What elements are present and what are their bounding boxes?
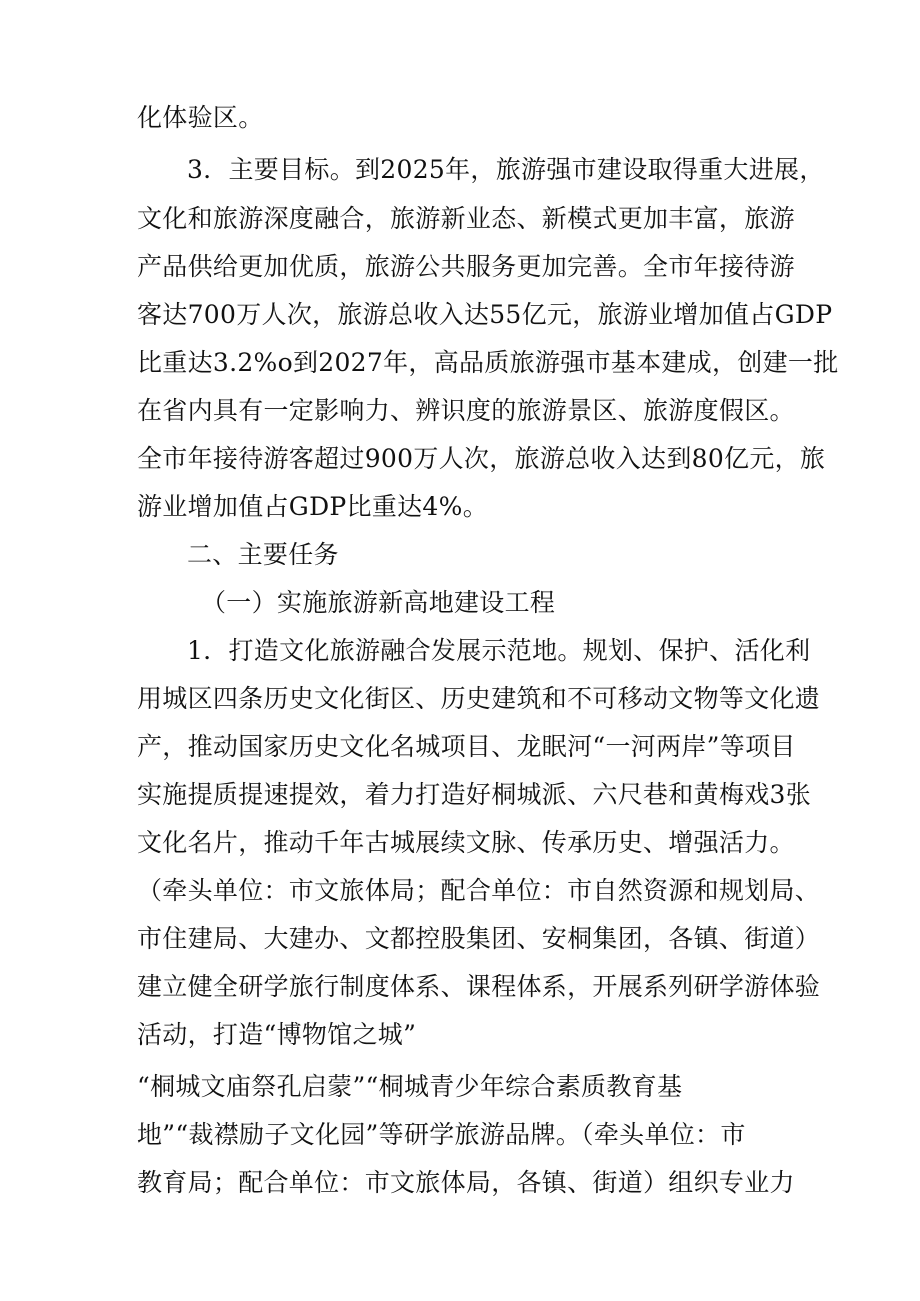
text-line-9: 游业增加值占GDP比重达4%。 [137,492,488,521]
text-line-16: 文化名片，推动千年古城展续文脉、传承历史、增强活力。 [137,828,795,857]
text-line-14: 产，推动国家历史文化名城项目、龙眠河“一河两岸”等项目 [137,732,796,761]
text-line-19: 建立健全研学旅行制度体系、课程体系，开展系列研学游体验 [137,972,821,1001]
text-line-18: 市住建局、大建办、文都控股集团、安桐集团，各镇、街道） [137,924,821,953]
text-line-8: 全市年接待游客超过900万人次，旅游总收入达到80亿元，旅 [137,444,826,473]
text-line-6: 比重达3.2%o到2027年，高品质旅游强市基本建成，创建一批 [137,348,839,377]
text-line-12: 1．打造文化旅游融合发展示范地。规划、保护、活化利 [187,636,811,665]
subsection-heading: （一）实施旅游新高地建设工程 [201,588,556,617]
text-line-17: （牵头单位：市文旅体局；配合单位：市自然资源和规划局、 [137,876,821,905]
text-line-1: 化体验区。 [137,103,264,132]
text-line-21: “桐城文庙祭孔启蒙”“桐城青少年综合素质教育基 [137,1072,683,1101]
text-line-5: 客达700万人次，旅游总收入达55亿元，旅游业增加值占GDP [137,300,833,329]
text-line-20: 活动，打造“博物馆之城” [137,1020,417,1049]
text-line-7: 在省内具有一定影响力、辨识度的旅游景区、旅游度假区。 [137,396,795,425]
text-line-3: 文化和旅游深度融合，旅游新业态、新模式更加丰富，旅游 [137,204,795,233]
section-heading: 二、主要任务 [187,540,339,569]
text-line-22: 地”“裁襟励子文化园”等研学旅游品牌。（牵头单位：市 [137,1120,746,1149]
text-line-4: 产品供给更加优质，旅游公共服务更加完善。全市年接待游 [137,252,795,281]
text-line-13: 用城区四条历史文化街区、历史建筑和不可移动文物等文化遗 [137,684,821,713]
text-line-23: 教育局；配合单位：市文旅体局，各镇、街道）组织专业力 [137,1168,795,1197]
text-line-15: 实施提质提速提效，着力打造好桐城派、六尺巷和黄梅戏3张 [137,780,812,809]
text-line-2: 3．主要目标。到2025年，旅游强市建设取得重大进展， [187,155,825,184]
